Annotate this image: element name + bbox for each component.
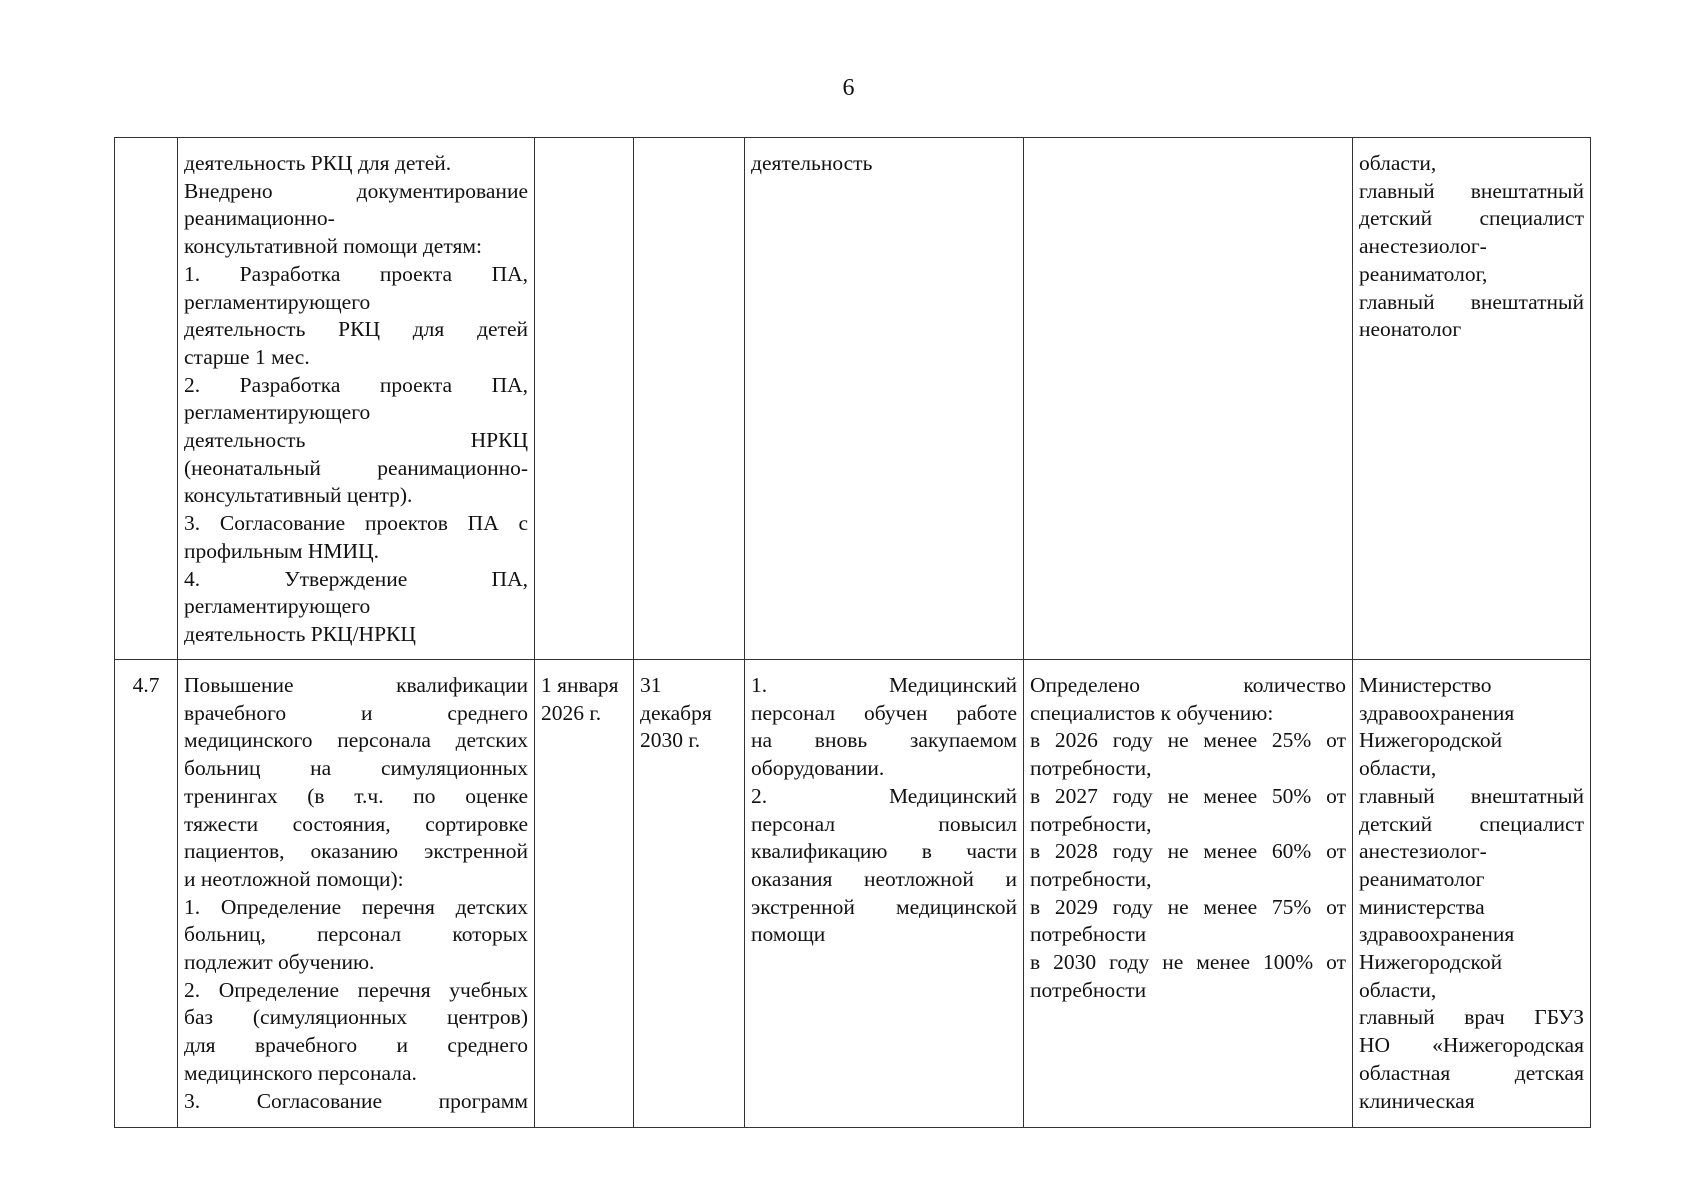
text-line: министерства [1359, 894, 1485, 919]
text-line: потребности, [1030, 811, 1152, 836]
text-line: 3. Согласование проектов ПА с [184, 511, 528, 536]
text-line: неонатолог [1359, 317, 1462, 342]
cell-indicator [1024, 660, 1353, 1128]
text-line: Повышение квалификации [184, 673, 528, 697]
text-line: (неонатальный реанимационно- [184, 455, 528, 480]
text-line: на вновь закупаемом [751, 728, 1017, 753]
text-line: консультативный центр). [184, 483, 413, 508]
text-line: регламентирующего [184, 289, 371, 314]
text-line: реаниматолог [1359, 866, 1485, 891]
text-line: Определено количество [1030, 673, 1346, 697]
text-line: медицинского персонала. [184, 1060, 417, 1085]
text-line: врачебного и среднего [184, 700, 528, 725]
cell-number: 4.7 [115, 660, 178, 1128]
text-line: Нижегородской [1359, 728, 1503, 753]
text-line: тяжести состояния, сортировке [184, 811, 528, 836]
text-line: анестезиолог- [1359, 234, 1487, 259]
text-line: оборудовании. [751, 756, 885, 781]
text-line: 3. Согласование программ [184, 1088, 528, 1113]
text-line: специалистов к обучению: [1030, 700, 1274, 725]
text-line: в 2027 году не менее 50% от [1030, 783, 1346, 808]
text-line: в 2028 году не менее 60% от [1030, 839, 1346, 864]
text-line: Министерство [1359, 673, 1492, 697]
text-line: 4. Утверждение ПА, [184, 566, 528, 591]
cell-result [745, 660, 1024, 1128]
cell-responsible [1353, 138, 1591, 660]
text-line: декабря [640, 700, 712, 725]
text-line: 2026 г. [541, 700, 602, 725]
text-line: здравоохранения [1359, 700, 1515, 725]
text-line: 2. Медицинский [751, 783, 1017, 808]
text-line: персонал повысил [751, 811, 1017, 836]
cell-result [745, 138, 1024, 660]
text-line: пациентов, оказанию экстренной [184, 839, 528, 864]
text-line: в 2029 году не менее 75% от [1030, 894, 1346, 919]
text-line: 1. Разработка проекта ПА, [184, 261, 528, 286]
text-line: 2. Определение перечня учебных [184, 977, 528, 1002]
text-line: области, [1359, 151, 1437, 175]
cell-responsible [1353, 660, 1591, 1128]
text-line: консультативной помощи детям: [184, 234, 482, 259]
text-line: деятельность РКЦ для детей [184, 317, 528, 342]
text-line: анестезиолог- [1359, 839, 1487, 864]
text-line: потребности [1030, 977, 1147, 1002]
text-line: потребности, [1030, 756, 1152, 781]
page-number: 6 [842, 75, 855, 101]
text-line: в 2026 году не менее 25% от [1030, 728, 1346, 753]
cell-start-date [535, 660, 634, 1128]
text-line: больниц на симуляционных [184, 756, 528, 781]
text-line: в 2030 году не менее 100% от [1030, 950, 1346, 975]
text-line: Внедрено документирование [184, 178, 528, 203]
table-row [115, 138, 1591, 660]
cell-end-date [634, 660, 745, 1128]
text-line: деятельность РКЦ/НРКЦ [184, 621, 416, 646]
cell-end-date [634, 138, 745, 660]
cell-number [115, 138, 178, 660]
text-line: старше 1 мес. [184, 344, 310, 369]
table-row [115, 660, 1591, 1128]
text-line: НО «Нижегородская [1359, 1033, 1584, 1058]
text-line: здравоохранения [1359, 922, 1515, 947]
text-line: областная детская [1359, 1060, 1584, 1085]
text-line: тренингах (в т.ч. по оценке [184, 783, 528, 808]
text-line: потребности, [1030, 866, 1152, 891]
text-line: медицинского персонала детских [184, 728, 528, 753]
text-line: для врачебного и среднего [184, 1033, 528, 1058]
text-line: и неотложной помощи): [184, 866, 404, 891]
text-line: деятельность РКЦ для детей. [184, 151, 452, 175]
cell-activity [178, 138, 535, 660]
text-line: детский специалист [1359, 811, 1584, 836]
text-line: оказания неотложной и [751, 866, 1017, 891]
text-line: деятельность НРКЦ [184, 428, 528, 453]
text-line: 2. Разработка проекта ПА, [184, 372, 528, 397]
cell-start-date [535, 138, 634, 660]
text-line: главный врач ГБУЗ [1359, 1005, 1584, 1030]
text-line: Нижегородской [1359, 950, 1503, 975]
text-line: 2030 г. [640, 728, 701, 753]
text-line: регламентирующего [184, 594, 371, 619]
text-line: персонал обучен работе [751, 700, 1017, 725]
text-line: квалификацию в части [751, 839, 1017, 864]
text-line: 1. Определение перечня детских [184, 894, 528, 919]
text-line: 1 января [541, 673, 619, 697]
text-line: регламентирующего [184, 400, 371, 425]
text-line: главный внештатный [1359, 783, 1584, 808]
cell-indicator [1024, 138, 1353, 660]
text-line: клиническая [1359, 1088, 1475, 1113]
text-line: подлежит обучению. [184, 950, 375, 975]
text-line: профильным НМИЦ. [184, 538, 379, 563]
text-line: области, [1359, 977, 1437, 1002]
text-line: главный внештатный [1359, 289, 1584, 314]
text-line: помощи [751, 922, 826, 947]
text-line: больниц, персонал которых [184, 922, 528, 947]
text-line: главный внештатный [1359, 178, 1584, 203]
cell-activity [178, 660, 535, 1128]
text-line: реанимационно- [184, 206, 335, 231]
text-line: реаниматолог, [1359, 261, 1488, 286]
text-line: потребности [1030, 922, 1147, 947]
text-line: 1. Медицинский [751, 673, 1017, 697]
text-line: области, [1359, 756, 1437, 781]
text-line: деятельность [751, 151, 873, 175]
text-line: экстренной медицинской [751, 894, 1017, 919]
text-line: детский специалист [1359, 206, 1584, 231]
text-line: баз (симуляционных центров) [184, 1005, 528, 1030]
activity-plan-table [114, 137, 1591, 1128]
text-line: 31 [640, 673, 662, 697]
